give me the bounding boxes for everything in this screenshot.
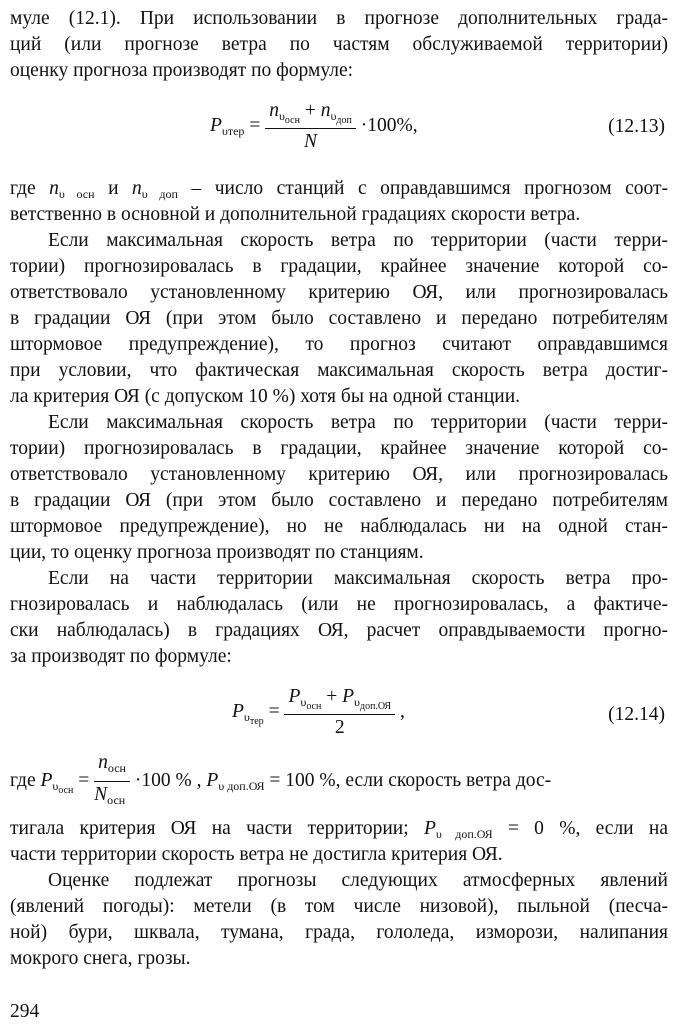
text-line: ций (или прогнозе ветра по частям обслуживаемой территории): [10, 34, 668, 55]
text-line: тории) прогнозировалась в градации, крайнее значение которой со-: [10, 438, 668, 459]
text-line: Если максимальная скорость ветра по территории (части терри-: [48, 230, 668, 251]
text-line: Если максимальная скорость ветра по территории (части терри-: [48, 412, 668, 433]
text-line: (явлений погоды): метели (в том числе низовой), пыльной (песча-: [10, 896, 668, 917]
fraction-denominator: N: [304, 131, 318, 152]
text-line: ла критерия ОЯ (с допуском 10 %) хотя бы на одной станции.: [10, 386, 521, 407]
fraction: [94, 752, 130, 811]
text-line: где $P_{\upsilon_{осн}}$ = $\frac{n_{осн}}{N_{осн}}$ ·100 % , $P_{\upsilon доп.ОЯ} = 100$ %, если скорость ветра дос-: [10, 752, 668, 808]
equation-number: (12.13): [608, 116, 665, 137]
text-line: штормовое предупреждение), но не наблюдалась ни на одной стан-: [10, 516, 668, 537]
text-line: при условии, что фактическая максимальная скорость ветра достиг-: [10, 360, 668, 381]
text-line: ной) бури, шквала, тумана, града, гололеда, изморози, налипания: [10, 922, 668, 943]
text-line: в градации ОЯ (при этом было составлено и передано потребителям: [10, 490, 668, 511]
text-line: мокрого снега, грозы.: [10, 948, 191, 969]
text-line: ски наблюдалась) в градациях ОЯ, расчет оправдываемости прогно-: [10, 620, 668, 641]
text-line: где $n_{\upsilon осн}$ и $n_{\upsilon доп}$ – число станций с оправдавшимся прогнозом соот-: [10, 178, 669, 201]
text-line: ответствовало установленному критерию ОЯ, или прогнозировалась: [10, 464, 668, 485]
text-line: Оценке подлежат прогнозы следующих атмосферных явлений: [48, 870, 668, 891]
text-line: гнозировалась и наблюдалась (или не прогнозировалась, а фактиче-: [10, 594, 668, 615]
fraction: [284, 686, 395, 739]
text-line: ветственно в основной и дополнительной градациях скорости ветра.: [10, 204, 581, 225]
text-line: штормовое предупреждение), то прогноз считают оправдавшимся: [10, 334, 668, 355]
fraction-numerator: $n_{\upsilon_{осн}} + n_{\upsilon_{доп}}$: [265, 100, 356, 129]
text-line: за производят по формуле:: [10, 646, 232, 667]
fraction-denominator: $N_{осн}$: [94, 784, 126, 807]
text-line: ответствовало установленному критерию ОЯ, или прогнозировалась: [10, 282, 668, 303]
text-line: Если на части территории максимальная скорость ветра про-: [48, 568, 668, 589]
formula-12-14: $P_{\upsilon_{тер}}$ = $\frac{P_{\upsilon_{осн}} + P_{\upsilon_{доп.ОЯ}}}{2}$ ,: [232, 686, 405, 738]
text-line: тигала критерия ОЯ на части территории; $P_{\upsilon доп.ОЯ} = 0$ %, если на: [10, 818, 668, 841]
fraction: [265, 100, 356, 153]
text-line: в градации ОЯ (при этом было составлено и передано потребителям: [10, 308, 668, 329]
text-line: оценку прогноза производят по формуле:: [10, 60, 354, 81]
text-line: части территории скорость ветра не достигла критерия ОЯ.: [10, 844, 503, 865]
text-line: ции, то оценку прогноза производят по станциям.: [10, 542, 424, 563]
text-line: муле (12.1). При использовании в прогнозе дополнительных града-: [10, 8, 668, 29]
fraction-denominator: 2: [334, 717, 345, 738]
text-line: тории) прогнозировалась в градации, крайнее значение которой со-: [10, 256, 668, 277]
fraction-numerator: $n_{осн}$: [94, 752, 130, 782]
page-number: 294: [10, 1001, 40, 1022]
fraction-numerator: $P_{\upsilon_{осн}} + P_{\upsilon_{доп.ОЯ}}$: [284, 686, 395, 715]
equation-number: (12.14): [608, 704, 665, 725]
formula-12-13: $P_{\upsilon тер}$ = $\frac{n_{\upsilon_{осн}} + n_{\upsilon_{доп}}}{N}$ ·100%,: [210, 100, 418, 152]
